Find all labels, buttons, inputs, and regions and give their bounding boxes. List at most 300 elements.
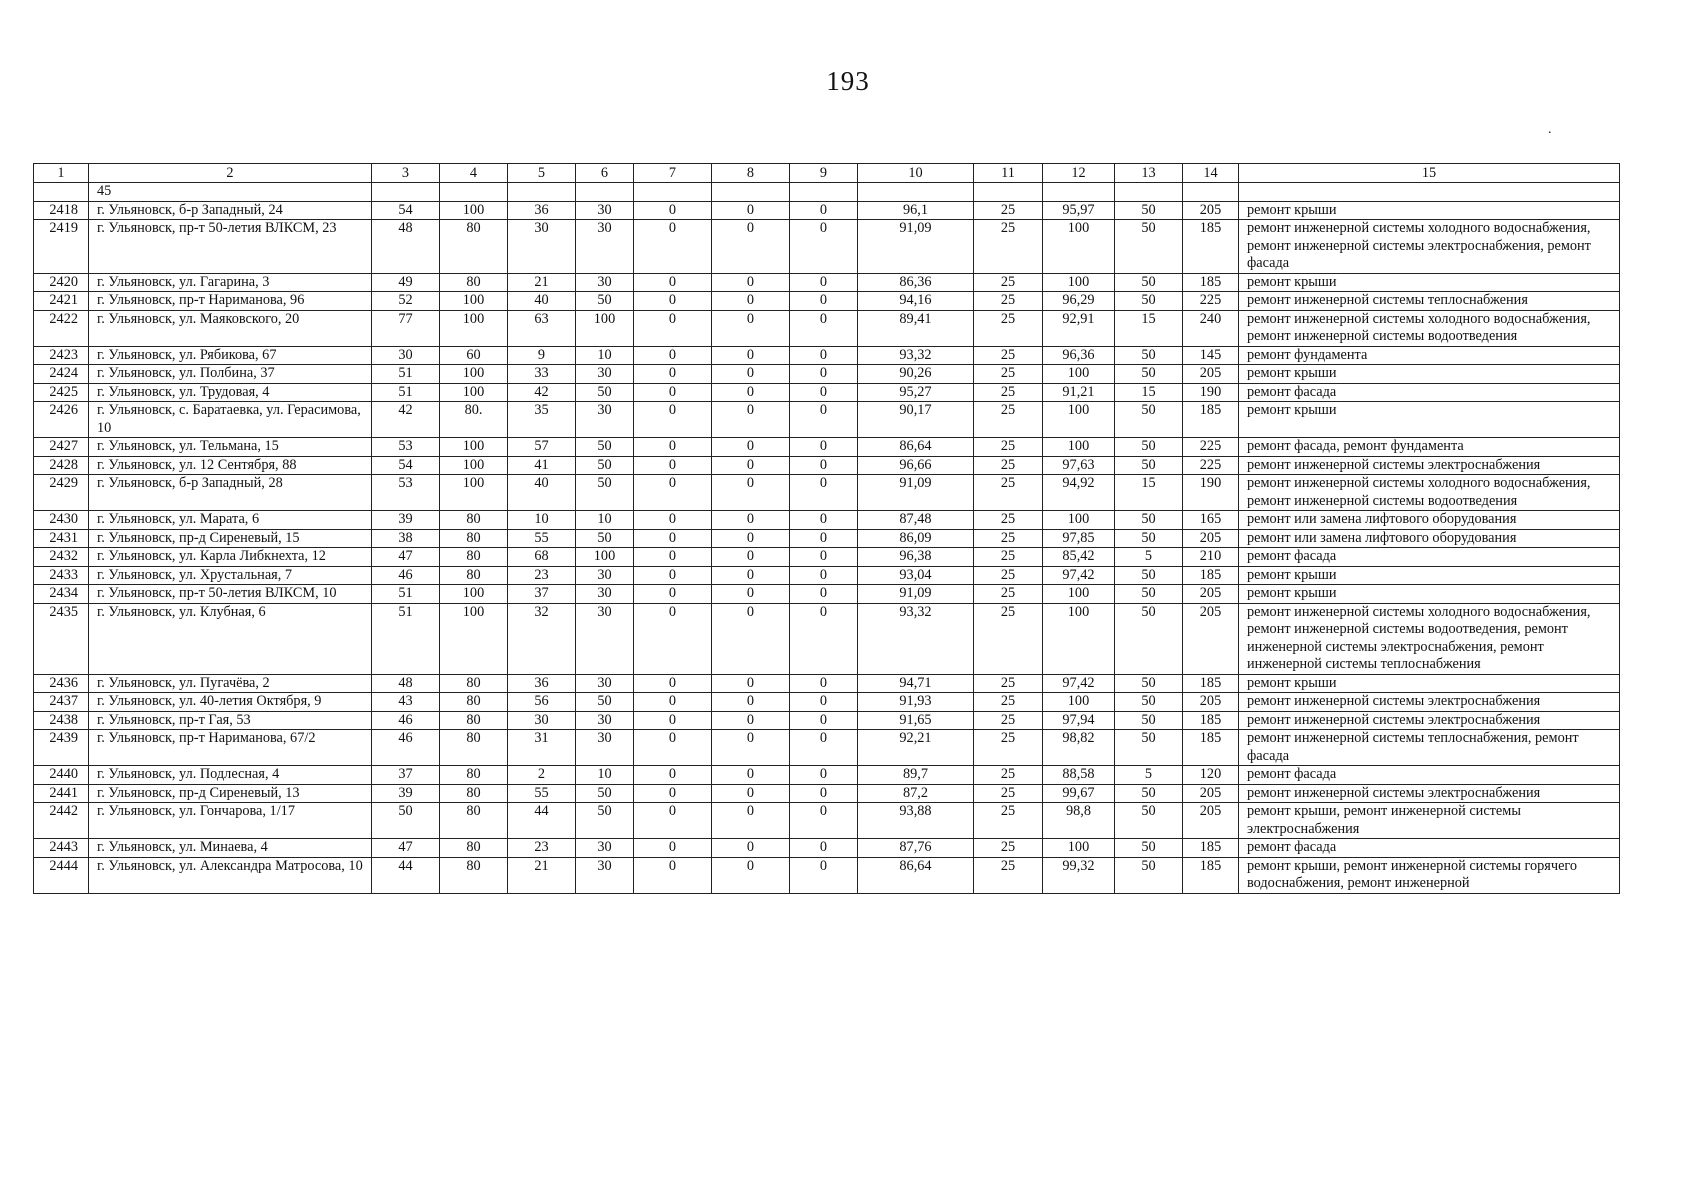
table-row: [34, 548, 1620, 567]
address-cell: г. Ульяновск, пр-т Нариманова, 67/2: [89, 730, 372, 766]
table-row: [34, 839, 1620, 858]
table-row: [34, 585, 1620, 604]
value-cell-c6: 30: [576, 273, 634, 292]
table-row: [34, 456, 1620, 475]
value-cell-c10: 95,27: [858, 383, 974, 402]
value-cell-c11: 25: [974, 292, 1043, 311]
value-cell-c6: 10: [576, 766, 634, 785]
value-cell-c12: 100: [1043, 511, 1115, 530]
value-cell-c13: 50: [1115, 273, 1183, 292]
row-number-cell: 2422: [34, 310, 89, 346]
value-cell-c9: 0: [790, 511, 858, 530]
table-row: [34, 803, 1620, 839]
row-number-cell: 2418: [34, 201, 89, 220]
value-cell-c3: 51: [372, 585, 440, 604]
works-cell: ремонт крыши: [1239, 402, 1620, 438]
column-header-5: 5: [508, 164, 576, 183]
value-cell-c6: 10: [576, 511, 634, 530]
value-cell-c6: 50: [576, 475, 634, 511]
value-cell-c14: 185: [1183, 220, 1239, 274]
value-cell-c14: 185: [1183, 273, 1239, 292]
value-cell-c11: 25: [974, 711, 1043, 730]
value-cell-c11: 25: [974, 475, 1043, 511]
row-number-cell: 2443: [34, 839, 89, 858]
value-cell-c8: 0: [712, 456, 790, 475]
value-cell-c11: 25: [974, 383, 1043, 402]
value-cell-c5: 42: [508, 383, 576, 402]
value-cell-c10: 91,93: [858, 693, 974, 712]
value-cell-c7: 0: [634, 365, 712, 384]
value-cell-c13: 50: [1115, 693, 1183, 712]
table-row: [34, 603, 1620, 674]
value-cell-c3: 51: [372, 603, 440, 674]
value-cell-c11: 25: [974, 730, 1043, 766]
value-cell-c13: 15: [1115, 310, 1183, 346]
works-cell: ремонт инженерной системы холодного водоснабжения, ремонт инженерной системы водоотведения: [1239, 475, 1620, 511]
value-cell-c14: 185: [1183, 839, 1239, 858]
value-cell-c5: 30: [508, 711, 576, 730]
value-cell-c14: 190: [1183, 383, 1239, 402]
address-cell: г. Ульяновск, ул. Минаева, 4: [89, 839, 372, 858]
value-cell-c10: 87,48: [858, 511, 974, 530]
row-number-cell: 2444: [34, 857, 89, 893]
value-cell-c6: 30: [576, 603, 634, 674]
value-cell-c3: 42: [372, 402, 440, 438]
value-cell-c13: 50: [1115, 674, 1183, 693]
value-cell-c7: 0: [634, 784, 712, 803]
value-cell-c5: 33: [508, 365, 576, 384]
value-cell-c10: 93,88: [858, 803, 974, 839]
value-cell-c9: 0: [790, 456, 858, 475]
value-cell-c6: 30: [576, 566, 634, 585]
value-cell-c7: 0: [634, 548, 712, 567]
table-row: [34, 201, 1620, 220]
value-cell-c11: 25: [974, 402, 1043, 438]
value-cell-c3: 43: [372, 693, 440, 712]
works-cell: ремонт крыши, ремонт инженерной системы электроснабжения: [1239, 803, 1620, 839]
works-cell: ремонт инженерной системы холодного водоснабжения, ремонт инженерной системы водоотведения: [1239, 310, 1620, 346]
value-cell-c7: 0: [634, 201, 712, 220]
value-cell-c11: 25: [974, 766, 1043, 785]
value-cell-c13: 50: [1115, 839, 1183, 858]
table-row: [34, 674, 1620, 693]
works-cell: ремонт фундамента: [1239, 346, 1620, 365]
value-cell-c7: 0: [634, 803, 712, 839]
value-cell-c8: 0: [712, 857, 790, 893]
value-cell-c3: 37: [372, 766, 440, 785]
value-cell-c8: 0: [712, 201, 790, 220]
row-number-cell: 2419: [34, 220, 89, 274]
value-cell-c10: 86,09: [858, 529, 974, 548]
value-cell-c14: 205: [1183, 201, 1239, 220]
value-cell-c13: 50: [1115, 803, 1183, 839]
value-cell-c9: 0: [790, 857, 858, 893]
value-cell-c10: 91,65: [858, 711, 974, 730]
value-cell-c12: 100: [1043, 365, 1115, 384]
value-cell-c12: 97,94: [1043, 711, 1115, 730]
value-cell-c13: 15: [1115, 383, 1183, 402]
value-cell-c12: 100: [1043, 438, 1115, 457]
value-cell-c9: 0: [790, 475, 858, 511]
value-cell-c13: 50: [1115, 402, 1183, 438]
value-cell-c10: 96,66: [858, 456, 974, 475]
value-cell-c10: 89,7: [858, 766, 974, 785]
value-cell-c9: 0: [790, 839, 858, 858]
value-cell-c5: 23: [508, 566, 576, 585]
value-cell-c12: 100: [1043, 402, 1115, 438]
value-cell-c14: 205: [1183, 585, 1239, 604]
address-cell: г. Ульяновск, ул. 12 Сентября, 88: [89, 456, 372, 475]
value-cell-c12: 99,32: [1043, 857, 1115, 893]
works-cell: ремонт фасада: [1239, 548, 1620, 567]
value-cell-c12: 88,58: [1043, 766, 1115, 785]
value-cell-c4: 100: [440, 456, 508, 475]
value-cell-c6: 30: [576, 711, 634, 730]
table-row: [34, 566, 1620, 585]
value-cell-c8: 0: [712, 438, 790, 457]
value-cell-c9: 0: [790, 711, 858, 730]
row-number-cell: 2436: [34, 674, 89, 693]
value-cell-c4: 80: [440, 857, 508, 893]
value-cell-c6: 50: [576, 383, 634, 402]
value-cell-c5: 40: [508, 475, 576, 511]
table-row: [34, 310, 1620, 346]
carryover-row: [34, 183, 1620, 202]
value-cell-c12: 94,92: [1043, 475, 1115, 511]
value-cell-c4: 100: [440, 365, 508, 384]
works-cell: ремонт инженерной системы теплоснабжения: [1239, 292, 1620, 311]
value-cell-c7: 0: [634, 566, 712, 585]
value-cell-c4: 100: [440, 603, 508, 674]
value-cell-c5: 31: [508, 730, 576, 766]
row-number-cell: 2442: [34, 803, 89, 839]
value-cell-c4: 80: [440, 674, 508, 693]
value-cell-c6: 50: [576, 784, 634, 803]
works-cell: ремонт инженерной системы электроснабжения: [1239, 711, 1620, 730]
value-cell-c10: 87,76: [858, 839, 974, 858]
value-cell-c10: 94,71: [858, 674, 974, 693]
column-header-2: 2: [89, 164, 372, 183]
value-cell-c5: 57: [508, 438, 576, 457]
value-cell-c12: 96,36: [1043, 346, 1115, 365]
value-cell-c3: 51: [372, 365, 440, 384]
table-row: [34, 292, 1620, 311]
value-cell-c11: 25: [974, 438, 1043, 457]
value-cell-c6: 30: [576, 365, 634, 384]
value-cell-c4: 100: [440, 201, 508, 220]
table-row: [34, 511, 1620, 530]
row-number-cell: 2441: [34, 784, 89, 803]
value-cell-c3: 53: [372, 438, 440, 457]
value-cell-c7: 0: [634, 456, 712, 475]
value-cell-c8: 0: [712, 566, 790, 585]
value-cell-c3: 30: [372, 346, 440, 365]
address-cell: г. Ульяновск, ул. Клубная, 6: [89, 603, 372, 674]
column-header-1: 1: [34, 164, 89, 183]
value-cell-c7: 0: [634, 310, 712, 346]
table-row: [34, 402, 1620, 438]
value-cell-c8: 0: [712, 839, 790, 858]
value-cell-c4: 100: [440, 438, 508, 457]
value-cell-c4: 80: [440, 566, 508, 585]
column-header-10: 10: [858, 164, 974, 183]
value-cell-c6: 50: [576, 529, 634, 548]
value-cell-c4: 80.: [440, 402, 508, 438]
value-cell-c3: 47: [372, 548, 440, 567]
value-cell-c4: 80: [440, 784, 508, 803]
value-cell-c14: 145: [1183, 346, 1239, 365]
address-cell: г. Ульяновск, б-р Западный, 24: [89, 201, 372, 220]
value-cell-c13: 50: [1115, 220, 1183, 274]
value-cell-c7: 0: [634, 346, 712, 365]
value-cell-c3: 52: [372, 292, 440, 311]
row-number-cell: 2434: [34, 585, 89, 604]
value-cell-c12: 98,8: [1043, 803, 1115, 839]
value-cell-c12: 85,42: [1043, 548, 1115, 567]
value-cell-c10: 91,09: [858, 585, 974, 604]
value-cell-c10: 93,32: [858, 346, 974, 365]
value-cell-c6: 30: [576, 839, 634, 858]
works-cell: ремонт крыши: [1239, 365, 1620, 384]
works-cell: ремонт крыши: [1239, 201, 1620, 220]
value-cell-c13: 50: [1115, 438, 1183, 457]
value-cell-c5: 44: [508, 803, 576, 839]
value-cell-c10: 94,16: [858, 292, 974, 311]
table-row: [34, 766, 1620, 785]
value-cell-c8: 0: [712, 603, 790, 674]
value-cell-c5: 36: [508, 674, 576, 693]
value-cell-c8: 0: [712, 402, 790, 438]
works-cell: ремонт фасада: [1239, 839, 1620, 858]
table-row: [34, 730, 1620, 766]
value-cell-c8: 0: [712, 766, 790, 785]
value-cell-c6: 50: [576, 438, 634, 457]
value-cell-c7: 0: [634, 839, 712, 858]
table-row: [34, 857, 1620, 893]
value-cell-c9: 0: [790, 310, 858, 346]
value-cell-c7: 0: [634, 511, 712, 530]
address-cell: г. Ульяновск, ул. 40-летия Октября, 9: [89, 693, 372, 712]
table-row: [34, 784, 1620, 803]
value-cell-c3: 46: [372, 566, 440, 585]
address-cell: г. Ульяновск, пр-т 50-летия ВЛКСМ, 10: [89, 585, 372, 604]
repair-program-table: [33, 163, 1620, 894]
value-cell-c8: 0: [712, 220, 790, 274]
value-cell-c7: 0: [634, 383, 712, 402]
row-number-cell: 2420: [34, 273, 89, 292]
address-cell: г. Ульяновск, ул. Гончарова, 1/17: [89, 803, 372, 839]
value-cell-c11: 25: [974, 674, 1043, 693]
value-cell-c5: 23: [508, 839, 576, 858]
value-cell-c11: 25: [974, 566, 1043, 585]
value-cell-c8: 0: [712, 585, 790, 604]
value-cell-c3: 46: [372, 730, 440, 766]
table-row: [34, 365, 1620, 384]
value-cell-c14: 225: [1183, 456, 1239, 475]
value-cell-c11: 25: [974, 803, 1043, 839]
row-number-cell: 2431: [34, 529, 89, 548]
address-cell: г. Ульяновск, ул. Марата, 6: [89, 511, 372, 530]
value-cell-c3: 39: [372, 511, 440, 530]
value-cell-c12: 97,42: [1043, 566, 1115, 585]
value-cell-c12: 97,63: [1043, 456, 1115, 475]
value-cell-c8: 0: [712, 383, 790, 402]
page-number: 193: [826, 66, 870, 96]
value-cell-c11: 25: [974, 784, 1043, 803]
value-cell-c9: 0: [790, 292, 858, 311]
value-cell-c14: 205: [1183, 693, 1239, 712]
value-cell-c7: 0: [634, 585, 712, 604]
works-cell: ремонт крыши: [1239, 566, 1620, 585]
value-cell-c7: 0: [634, 438, 712, 457]
value-cell-c12: 100: [1043, 693, 1115, 712]
value-cell-c9: 0: [790, 693, 858, 712]
value-cell-c5: 10: [508, 511, 576, 530]
value-cell-c6: 100: [576, 310, 634, 346]
value-cell-c6: 30: [576, 220, 634, 274]
address-cell: г. Ульяновск, ул. Трудовая, 4: [89, 383, 372, 402]
value-cell-c12: 96,29: [1043, 292, 1115, 311]
value-cell-c12: 100: [1043, 603, 1115, 674]
value-cell-c14: 225: [1183, 438, 1239, 457]
works-cell: ремонт фасада: [1239, 766, 1620, 785]
value-cell-c13: 50: [1115, 346, 1183, 365]
value-cell-c9: 0: [790, 566, 858, 585]
value-cell-c4: 80: [440, 693, 508, 712]
value-cell-c3: 47: [372, 839, 440, 858]
value-cell-c9: 0: [790, 220, 858, 274]
value-cell-c6: 30: [576, 201, 634, 220]
address-cell: г. Ульяновск, ул. Рябикова, 67: [89, 346, 372, 365]
value-cell-c5: 2: [508, 766, 576, 785]
row-number-cell: 2430: [34, 511, 89, 530]
value-cell-c14: 205: [1183, 365, 1239, 384]
value-cell-c9: 0: [790, 365, 858, 384]
value-cell-c11: 25: [974, 529, 1043, 548]
column-header-6: 6: [576, 164, 634, 183]
value-cell-c7: 0: [634, 273, 712, 292]
value-cell-c5: 37: [508, 585, 576, 604]
value-cell-c11: 25: [974, 456, 1043, 475]
value-cell-c14: 205: [1183, 603, 1239, 674]
value-cell-c5: 41: [508, 456, 576, 475]
row-number-cell: 2433: [34, 566, 89, 585]
value-cell-c14: 185: [1183, 711, 1239, 730]
value-cell-c5: 56: [508, 693, 576, 712]
works-cell: ремонт крыши: [1239, 674, 1620, 693]
value-cell-c9: 0: [790, 674, 858, 693]
value-cell-c8: 0: [712, 784, 790, 803]
value-cell-c12: 91,21: [1043, 383, 1115, 402]
works-cell: ремонт крыши, ремонт инженерной системы горячего водоснабжения, ремонт инженерной: [1239, 857, 1620, 893]
row-number-cell: 2424: [34, 365, 89, 384]
row-number-cell: 2423: [34, 346, 89, 365]
address-cell: г. Ульяновск, ул. Гагарина, 3: [89, 273, 372, 292]
address-cell: г. Ульяновск, ул. Тельмана, 15: [89, 438, 372, 457]
row-number-cell: 2440: [34, 766, 89, 785]
value-cell-c11: 25: [974, 839, 1043, 858]
value-cell-c11: 25: [974, 310, 1043, 346]
address-cell: г. Ульяновск, ул. Пугачёва, 2: [89, 674, 372, 693]
address-cell: г. Ульяновск, пр-т Гая, 53: [89, 711, 372, 730]
table-row: [34, 438, 1620, 457]
value-cell-c13: 5: [1115, 548, 1183, 567]
data-table-container: [33, 163, 1619, 894]
works-cell: ремонт или замена лифтового оборудования: [1239, 529, 1620, 548]
value-cell-c4: 80: [440, 529, 508, 548]
value-cell-c10: 86,64: [858, 857, 974, 893]
value-cell-c14: 225: [1183, 292, 1239, 311]
value-cell-c4: 100: [440, 383, 508, 402]
value-cell-c13: 50: [1115, 511, 1183, 530]
value-cell-c6: 50: [576, 456, 634, 475]
value-cell-c3: 48: [372, 220, 440, 274]
value-cell-c8: 0: [712, 292, 790, 311]
value-cell-c7: 0: [634, 220, 712, 274]
value-cell-c6: 100: [576, 548, 634, 567]
value-cell-c5: 68: [508, 548, 576, 567]
works-cell: ремонт или замена лифтового оборудования: [1239, 511, 1620, 530]
value-cell-c3: 77: [372, 310, 440, 346]
value-cell-c3: 53: [372, 475, 440, 511]
works-cell: ремонт крыши: [1239, 273, 1620, 292]
value-cell-c4: 80: [440, 273, 508, 292]
table-row: [34, 383, 1620, 402]
value-cell-c8: 0: [712, 346, 790, 365]
value-cell-c11: 25: [974, 511, 1043, 530]
works-cell: ремонт инженерной системы теплоснабжения, ремонт фасада: [1239, 730, 1620, 766]
value-cell-c5: 36: [508, 201, 576, 220]
value-cell-c4: 80: [440, 220, 508, 274]
column-header-13: 13: [1115, 164, 1183, 183]
value-cell-c7: 0: [634, 603, 712, 674]
value-cell-c5: 21: [508, 273, 576, 292]
value-cell-c12: 100: [1043, 220, 1115, 274]
value-cell-c9: 0: [790, 603, 858, 674]
value-cell-c6: 30: [576, 857, 634, 893]
address-cell: г. Ульяновск, пр-д Сиреневый, 13: [89, 784, 372, 803]
row-number-cell: 2438: [34, 711, 89, 730]
address-cell: г. Ульяновск, пр-т Нариманова, 96: [89, 292, 372, 311]
value-cell-c7: 0: [634, 674, 712, 693]
value-cell-c14: 205: [1183, 529, 1239, 548]
value-cell-c13: 50: [1115, 456, 1183, 475]
value-cell-c8: 0: [712, 365, 790, 384]
table-row: [34, 220, 1620, 274]
value-cell-c7: 0: [634, 766, 712, 785]
value-cell-c4: 100: [440, 310, 508, 346]
address-cell: г. Ульяновск, ул. Подлесная, 4: [89, 766, 372, 785]
value-cell-c13: 50: [1115, 585, 1183, 604]
value-cell-c13: 50: [1115, 711, 1183, 730]
address-cell: г. Ульяновск, ул. Александра Матросова, 10: [89, 857, 372, 893]
works-cell: ремонт инженерной системы электроснабжения: [1239, 693, 1620, 712]
value-cell-c14: 185: [1183, 730, 1239, 766]
value-cell-c7: 0: [634, 730, 712, 766]
value-cell-c3: 54: [372, 456, 440, 475]
works-cell: ремонт инженерной системы холодного водоснабжения, ремонт инженерной системы электроснабжения, ремонт фасада: [1239, 220, 1620, 274]
value-cell-c8: 0: [712, 529, 790, 548]
value-cell-c5: 63: [508, 310, 576, 346]
value-cell-c14: 165: [1183, 511, 1239, 530]
value-cell-c9: 0: [790, 784, 858, 803]
row-number-cell: 2429: [34, 475, 89, 511]
value-cell-c5: 32: [508, 603, 576, 674]
value-cell-c3: 48: [372, 674, 440, 693]
value-cell-c4: 80: [440, 730, 508, 766]
value-cell-c10: 92,21: [858, 730, 974, 766]
value-cell-c14: 185: [1183, 566, 1239, 585]
